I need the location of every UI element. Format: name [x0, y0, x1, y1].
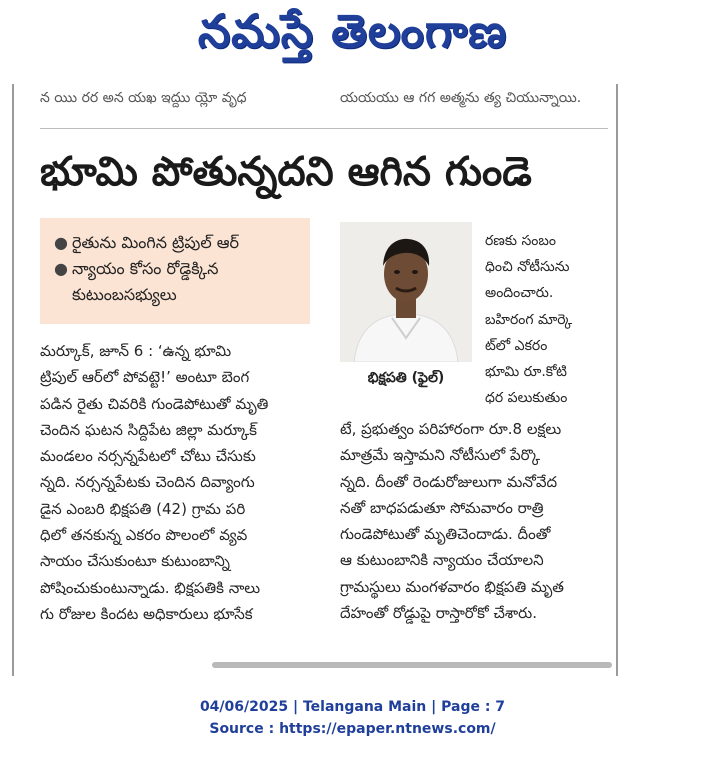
body-line: మండలం నర్సన్నపేటలో చోటు చేసుకు — [40, 447, 256, 466]
person-portrait-icon — [340, 222, 472, 362]
article-body-right-bottom — [340, 416, 610, 626]
body-line: చెందిన ఘటన సిద్దిపేట జిల్లా మర్కూక్ — [40, 420, 257, 439]
body-line: అందించారు. — [485, 285, 554, 302]
article-body-right-top — [485, 228, 608, 411]
subheads-box — [40, 218, 310, 324]
footer-date-edition: 04/06/2025 | Telangana Main | Page : 7 — [199, 699, 506, 715]
body-line: ఆ కుటుంబానికి న్యాయం చేయాలని — [340, 551, 544, 570]
body-line: గు రోజుల కిందట అధికారులు భూసేక — [40, 604, 253, 623]
horizontal-scrollbar[interactable] — [212, 662, 612, 668]
masthead-title: నమస్తే తెలంగాణ — [197, 4, 508, 58]
body-line: దేహంతో రోడ్డుపై రాస్తారోకో చేశారు. — [340, 604, 537, 623]
scrollbar-thumb[interactable] — [212, 662, 612, 668]
clipped-previous-line-left: న యిు రర అన యఖ ఇద్దుు య్లో వృధ — [40, 90, 247, 106]
body-line: నతో బాధపడుతూ సోమవారం రాత్రి — [340, 498, 544, 517]
body-line: పడిన రైతు చివరికి గుండెపోటుతో మృతి — [40, 394, 269, 413]
body-line: ట్రిపుల్ ఆర్‌లో పోవట్టె!’ అంటూ బెంగ — [40, 368, 250, 387]
body-line: ధర పలుకుతుం — [485, 390, 568, 407]
body-line: బహిరంగ మార్కె — [485, 311, 573, 328]
body-line: గ్రామస్థులు మంగళవారం భిక్షపతి మృత — [340, 577, 564, 596]
body-line: గుండెపోటుతో మృతిచెందాడు. దీంతో — [340, 525, 551, 544]
article-photo — [340, 222, 472, 362]
footer-source-link[interactable]: Source : https://epaper.ntnews.com/ — [209, 721, 496, 737]
body-line: ధించి నోటీసును — [485, 259, 570, 276]
bullet-dot-icon: ● — [54, 259, 68, 278]
body-line: మాత్రమే ఇస్తామని నోటీసులో పేర్కొ — [340, 446, 540, 465]
article-headline: భూమి పోతున్నదని ఆగిన గుండె — [40, 149, 532, 195]
clipped-previous-line-right: యయయు ఆ గగ అత్మను త్య చియున్నాయి. — [340, 90, 582, 106]
body-line: రణకు సంబం — [485, 233, 556, 249]
body-line: ట్‌లో ఎకరం — [485, 337, 548, 354]
article-body-left — [40, 338, 312, 627]
masthead-logo — [150, 6, 555, 68]
body-line: మర్కూక్, జూన్ 6 : ‘ఉన్న భూమి — [40, 342, 232, 360]
body-line: ధిలో తనకున్న ఎకరం పొలంలో వ్యవ — [40, 526, 248, 545]
subhead-text: న్యాయం కోసం రోడ్డెక్కిన కుటుంబసభ్యులు — [72, 259, 219, 304]
body-line: న్నది. నర్సన్నపేటకు చెందిన దివ్యాంగు — [40, 473, 255, 492]
body-line: న్నది. దీంతో రెండురోజులుగా మనోవేద — [340, 472, 558, 491]
subhead-item — [54, 256, 296, 308]
bullet-dot-icon: ● — [54, 233, 68, 252]
body-line: భూమి రూ.కోటి — [485, 364, 567, 381]
section-divider — [40, 128, 608, 129]
body-line: పోషించుకుంటున్నాడు. భిక్షపతికి నాలు — [40, 578, 261, 597]
body-line: సాయం చేసుకుంటూ కుటుంబాన్ని — [40, 552, 230, 571]
subhead-item — [54, 230, 296, 256]
page-footer — [0, 696, 705, 740]
body-line: డైన ఎంబరి భిక్షపతి (42) గ్రామ పరి — [40, 499, 246, 518]
body-line: టే, ప్రభుత్వం పరిహారంగా రూ.8 లక్షలు — [340, 420, 562, 438]
subhead-text: రైతును మింగిన ట్రిపుల్ ఆర్ — [72, 233, 240, 252]
photo-caption: భిక్షపతి (ఫైల్) — [367, 370, 445, 386]
